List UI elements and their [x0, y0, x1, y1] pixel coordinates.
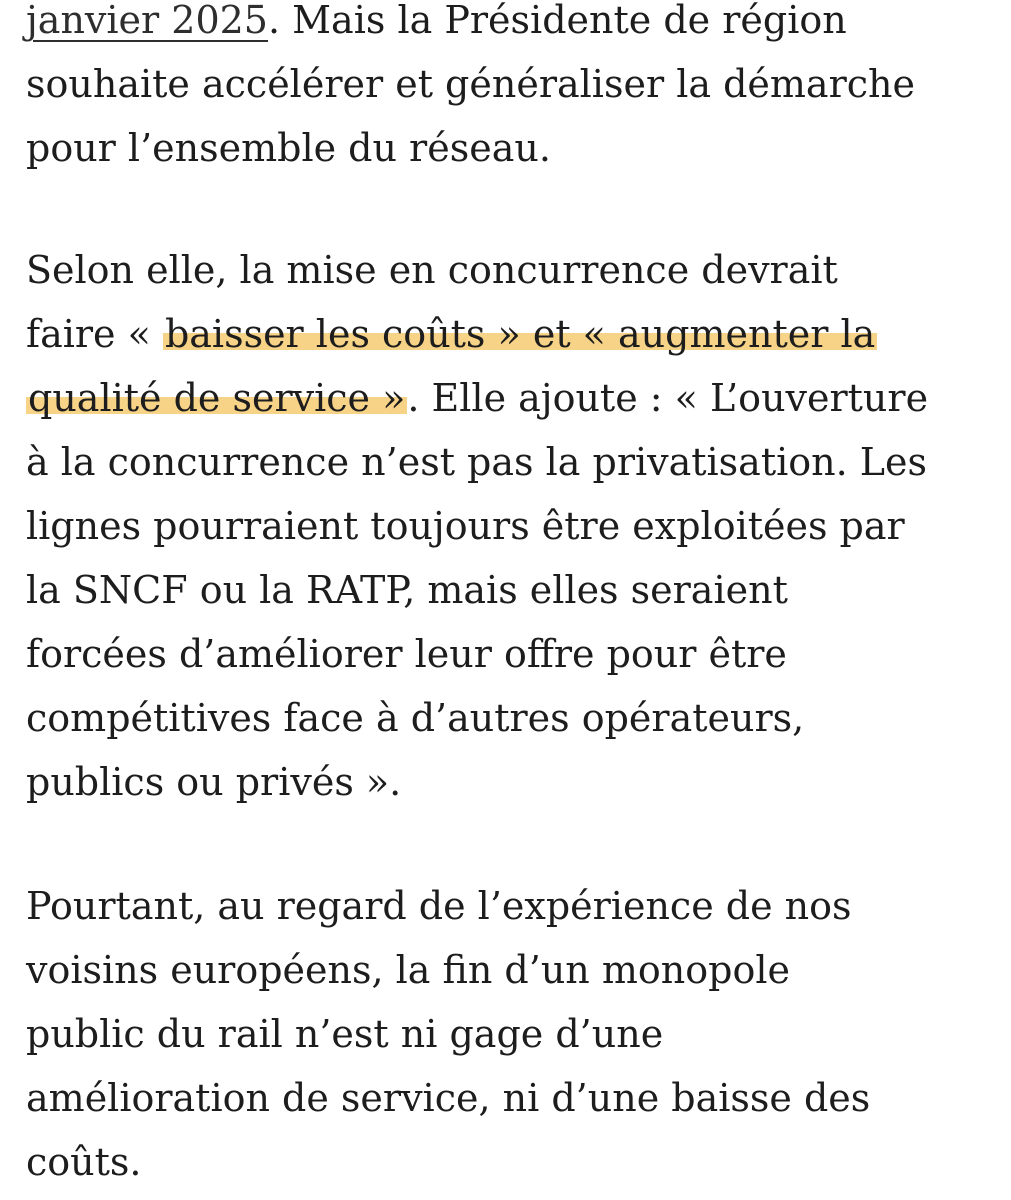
paragraph-2	[26, 238, 1001, 814]
text-line	[26, 0, 1001, 52]
text-line: forcées d’améliorer leur offre pour être	[26, 632, 787, 676]
text-line: voisins européens, la fin d’un monopole	[26, 948, 790, 992]
text-line: la SNCF ou la RATP, mais elles seraient	[26, 568, 788, 612]
text-line: pour l’ensemble du réseau.	[26, 126, 551, 170]
text-segment: . Elle ajoute : « L’ouverture	[407, 376, 929, 420]
date-link[interactable]: janvier 2025	[26, 0, 268, 42]
paragraph-3	[26, 874, 1001, 1194]
text-line: coûts.	[26, 1140, 142, 1184]
text-line: compétitives face à d’autres opérateurs,	[26, 696, 805, 740]
text-line: lignes pourraient toujours être exploitées par	[26, 504, 905, 548]
text-line: Pourtant, au regard de l’expérience de nos	[26, 884, 852, 928]
text-line: Selon elle, la mise en concurrence devrait	[26, 248, 838, 292]
text-line: à la concurrence n’est pas la privatisation. Les	[26, 440, 927, 484]
text-line: publics ou privés ».	[26, 760, 402, 804]
highlighted-quote: qualité de service »	[28, 376, 406, 420]
text-line	[26, 366, 1001, 430]
text-line: amélioration de service, ni d’une baisse des	[26, 1076, 871, 1120]
highlighted-quote: baisser les coûts » et « augmenter la	[164, 312, 876, 356]
paragraph-gap	[26, 824, 1001, 880]
text-line: souhaite accélérer et généraliser la démarche	[26, 62, 915, 106]
text-segment: . Mais la Présidente de région	[267, 0, 847, 42]
text-segment: faire «	[26, 312, 163, 356]
text-line: public du rail n’est ni gage d’une	[26, 1012, 664, 1056]
text-line	[26, 302, 1001, 366]
paragraph-1	[26, 0, 1001, 180]
article-body	[26, 0, 1001, 1200]
